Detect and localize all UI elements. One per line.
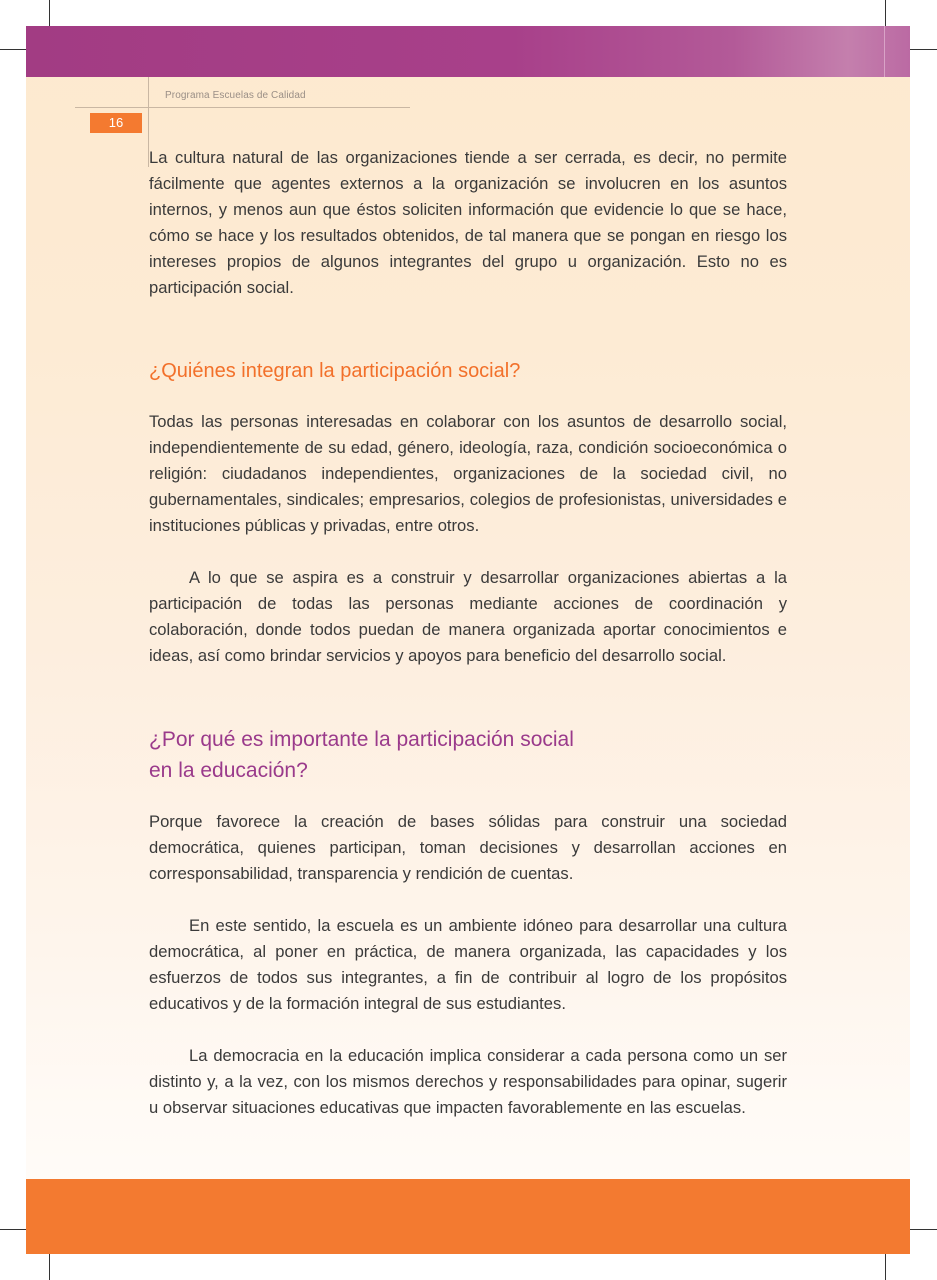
crop-mark [885,1254,886,1280]
section-heading-por-que [149,724,787,786]
paragraph-5: En este sentido, la escuela es un ambiente idóneo para desarrollar una cultura democrática, al poner en práctica, de manera organizada, las capacidades y los esfuerzos de todos sus integrantes, a fin de contribuir al logro de los propósitos educativos y de la formación integral de sus estudiantes. [149,916,787,1013]
top-band-divider [884,26,885,77]
paragraph-6: La democracia en la educación implica considerar a cada persona como un ser distinto y, a la vez, con los mismos derechos y responsabilidades para opinar, sugerir u observar situaciones educativas que impacten favorablemente en las escuelas. [149,1046,787,1117]
running-head: Programa Escuelas de Calidad [165,90,306,101]
section-heading-por-que-line-2: en la educación? [149,759,308,782]
document-page [26,26,910,1254]
crop-mark [910,1229,937,1230]
paragraph-3: A lo que se aspira es a construir y desarrollar organizaciones abiertas a la participación de todas las personas mediante acciones de coordinación y colaboración, donde todos puedan de manera organizada aportar conocimientos e ideas, así como brindar servicios y apoyos para beneficio del desarrollo social. [149,568,787,665]
main-content [149,145,787,1121]
crop-mark [0,49,26,50]
bottom-color-band [26,1179,910,1254]
crop-mark [49,1254,50,1280]
paragraph-2: Todas las personas interesadas en colaborar con los asuntos de desarrollo social, independientemente de su edad, género, ideología, raza, condición socioeconómica o religión: ciudadanos independientes, organizaciones de la sociedad civil, no gubernamentales, sindicales; empresarios, colegios de profesionistas, universidades e instituciones públicas y privadas, entre otros. [149,412,787,535]
section-heading-por-que-line-1: ¿Por qué es importante la participación social [149,728,574,751]
page-number: 16 [90,113,142,133]
paragraph-1: La cultura natural de las organizaciones tiende a ser cerrada, es decir, no permite fácilmente que agentes externos a la organización se involucren en los asuntos internos, y menos aun que éstos soliciten información que evidencie lo que se hace, cómo se hace y los resultados obtenidos, de tal manera que se pongan en riesgo los intereses propios de algunos integrantes del grupo u organización. Esto no es participación social. [149,148,787,297]
top-color-band [26,26,910,77]
paragraph-4: Porque favorece la creación de bases sólidas para construir una sociedad democrática, quienes participan, toman decisiones y desarrollan acciones en corresponsabilidad, transparencia y rendición de cuentas. [149,812,787,883]
crop-mark [910,49,937,50]
crop-mark [885,0,886,26]
section-heading-quienes: ¿Quiénes integran la participación social? [149,360,521,382]
crop-mark [0,1229,26,1230]
header-horizontal-rule [75,107,410,108]
crop-mark [49,0,50,26]
